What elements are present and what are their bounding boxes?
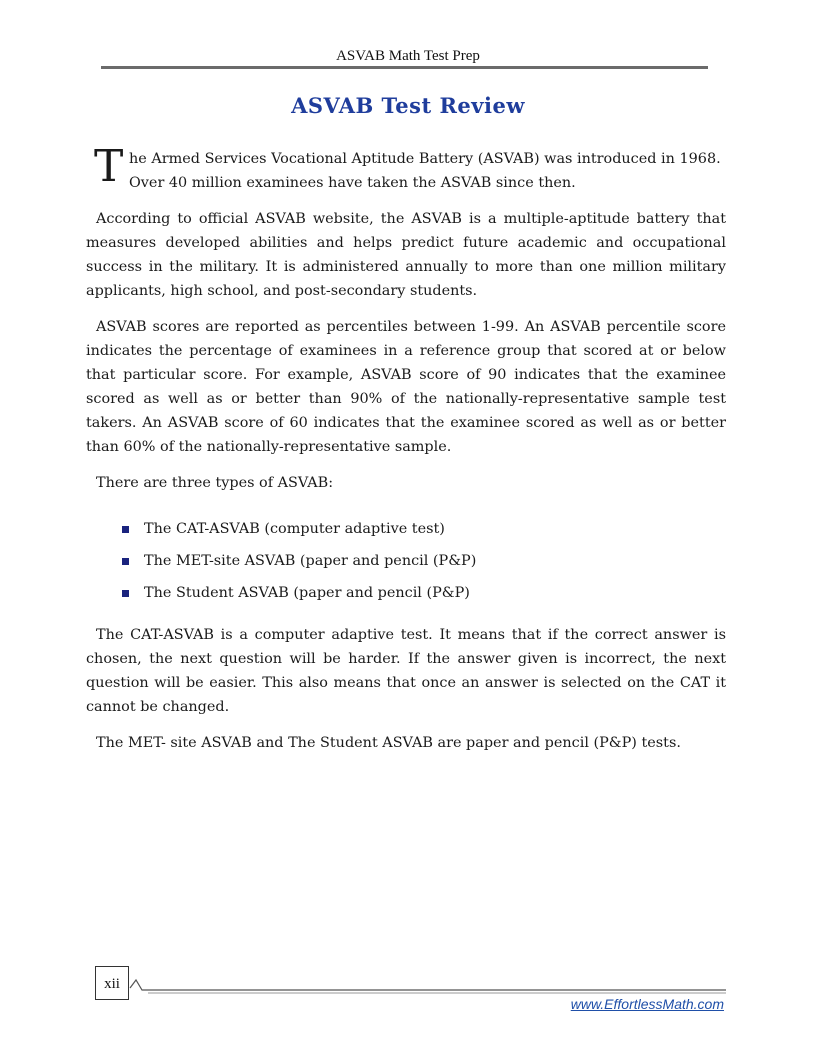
paragraph-scores: ASVAB scores are reported as percentiles between 1-99. An ASVAB percentile score indicates the percentage of examinees in a reference group that scored at or below that particular score. For example, ASVAB score of 90 indicates that the examinee scored as well as or better than 90% of the nationally-representative sample test takers. An ASVAB score of 60 indicates that the examinee scored as well as or better than 60% of the nationally-representative sample. <box>86 319 726 455</box>
footer-divider <box>128 972 728 996</box>
running-header: ASVAB Math Test Prep <box>336 48 480 64</box>
list-item-label: The CAT-ASVAB (computer adaptive test) <box>144 521 445 537</box>
asvab-types-list <box>86 517 726 605</box>
intro-line-1: he Armed Services Vocational Aptitude Battery (ASVAB) was introduced in 1968. <box>129 151 721 167</box>
paragraph-types-intro: There are three types of ASVAB: <box>96 475 334 491</box>
square-bullet-icon <box>122 526 129 533</box>
list-item-label: The MET-site ASVAB (paper and pencil (P&P) <box>144 553 477 569</box>
page-number: xii <box>95 966 129 1000</box>
list-item-label: The Student ASVAB (paper and pencil (P&P) <box>144 585 470 601</box>
page-title: ASVAB Test Review <box>291 93 525 118</box>
square-bullet-icon <box>122 590 129 597</box>
paragraph-official-website: According to official ASVAB website, the ASVAB is a multiple-aptitude battery that measures developed abilities and helps predict future academic and occupational success in the military. It is administered annually to more than one million military applicants, high school, and post-secondary students. <box>86 211 726 299</box>
intro-paragraph <box>86 141 726 195</box>
main-content <box>86 141 726 767</box>
website-link[interactable]: www.EffortlessMath.com <box>570 996 724 1012</box>
intro-line-2: Over 40 million examinees have taken the ASVAB since then. <box>129 175 576 191</box>
paragraph-cat-asvab: The CAT-ASVAB is a computer adaptive test. It means that if the correct answer is chosen, the next question will be harder. If the answer given is incorrect, the next question will be easier. This also means that once an answer is selected on the CAT it cannot be changed. <box>86 627 726 715</box>
header-divider <box>101 66 708 69</box>
paragraph-pp-tests: The MET- site ASVAB and The Student ASVAB are paper and pencil (P&P) tests. <box>96 735 681 751</box>
drop-cap: T <box>94 141 124 192</box>
list-item <box>86 581 726 605</box>
square-bullet-icon <box>122 558 129 565</box>
list-item <box>86 517 726 541</box>
list-item <box>86 549 726 573</box>
